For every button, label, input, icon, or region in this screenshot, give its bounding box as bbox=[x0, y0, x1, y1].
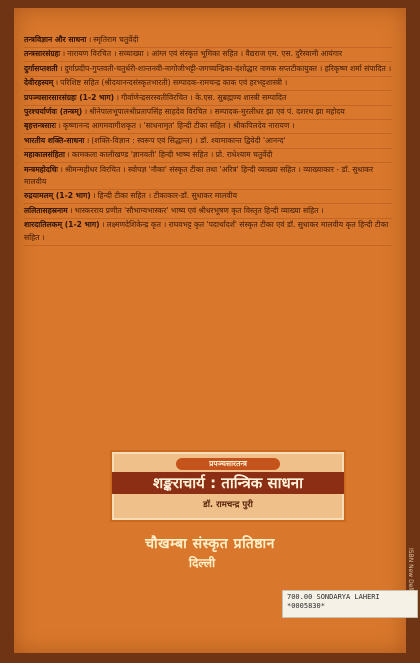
edge-imprint: ISBN New Delhi bbox=[407, 548, 414, 595]
catalog-entry: देवीरहस्यम् । परिशिष्ट सहित (श्रीदयानन्दसंस्कृतभारती) सम्पादक-रामचन्द्र काक एवं हरभट्टशास्त्री । bbox=[24, 77, 392, 91]
catalog-entry: तन्त्रसारसंग्रहः । नारायण विरचित । सव्याख्या । आंग्ल एवं संस्कृत भूमिका सहित । वैद्यराज एम. एस. दुरैस्वामी आयंगार bbox=[24, 48, 392, 62]
catalog-entry: दुर्गासप्तशती । दुर्गाप्रदीप-गुप्तवती-चतुर्धरी-शान्तनवी-नागोजीभट्टी-जगच्चन्द्रिका-दंशोद्धार नामक सप्तटीकायुक्त । हरिकृष्ण शर्मा संपादित । bbox=[24, 63, 392, 77]
price-sticker bbox=[282, 590, 418, 618]
catalog-details: गीर्वाणेन्द्रसरस्वतीविरचित । के.एस. सुब्रह्मण्य शास्त्री सम्पादित bbox=[120, 92, 287, 102]
publisher-city: दिल्ली bbox=[188, 556, 216, 570]
catalog-title: भारतीय शक्ति-साधना bbox=[24, 135, 85, 145]
catalog-details: दुर्गाप्रदीप-गुप्तवती-चतुर्धरी-शान्तनवी-नागोजीभट्टी-जगच्चन्द्रिका-दंशोद्धार नामक सप्तटीकायुक्त । हरिकृष्ण शर्मा संपादित । bbox=[64, 63, 392, 73]
catalog-title: प्रपञ्चसारसारसंग्रहः (1-2 भाग) bbox=[24, 92, 115, 102]
sticker-line-barcode: *0005830* bbox=[287, 602, 325, 610]
catalog-details: स्मृतिराम चतुर्वेदी bbox=[93, 35, 139, 44]
book-author: डॉ. रामचन्द्र पुरी bbox=[203, 500, 253, 510]
catalog-title: शारदातिलकम् (1-2 भाग) bbox=[24, 220, 100, 230]
catalog-title: पुरश्चर्यार्णवः (तन्त्रम्) bbox=[24, 107, 83, 117]
catalog-details: लक्ष्मणदेशिकेन्द्र कृत । राघवभट्ट कृत 'पदार्थादर्श' संस्कृत टीका एवं डॉ. सुधाकर मालवीय कृत हिन्दी टीका सहित । bbox=[24, 220, 389, 242]
catalog-title: तन्त्रसारसंग्रहः bbox=[24, 49, 61, 59]
catalog-details: श्रीमन्महीधर विरचित । स्वोपज्ञ 'नौका' संस्कृत टीका तथा 'अरित्र' हिन्दी व्याख्या सहित । व्याख्याकार - डॉ. सुधाकर मालवीय bbox=[24, 164, 374, 187]
catalog-entry: महाकालसंहिता । कामकला कालीखण्ड 'ज्ञानवती' हिन्दी भाष्य सहित । प्रो. राधेश्याम चतुर्वेदी bbox=[24, 149, 392, 163]
catalog-entry: ललितासहस्रनाम । भास्करराय प्रणीत 'सौभाग्यभास्कर' भाष्य एवं श्रीधरभूषण कृत विस्तृत हिन्दी व्याख्या सहित । bbox=[24, 205, 392, 219]
sticker-line-price: 700.00 SONDARYA LAHERI bbox=[287, 593, 380, 601]
series-label: प्रपञ्चसारतन्त्र bbox=[176, 458, 280, 470]
catalog-title: महाकालसंहिता bbox=[24, 150, 65, 160]
catalog-title: ललितासहस्रनाम bbox=[24, 205, 68, 215]
catalog-details: परिशिष्ट सहित (श्रीदयानन्दसंस्कृतभारती) सम्पादक-रामचन्द्र काक एवं हरभट्टशास्त्री । bbox=[60, 78, 288, 88]
publisher-name: चौखम्बा संस्कृत प्रतिष्ठान bbox=[145, 536, 275, 552]
catalog-entry: रुद्रयामलम् (1-2 भाग) । हिन्दी टीका सहित । टीकाकार-डॉ. सुधाकर मालवीय bbox=[24, 190, 392, 204]
catalog-title: रुद्रयामलम् (1-2 भाग) bbox=[24, 191, 91, 201]
catalog-details: कामकला कालीखण्ड 'ज्ञानवती' हिन्दी भाष्य सहित । प्रो. राधेश्याम चतुर्वेदी bbox=[71, 150, 273, 160]
catalog-title: दुर्गासप्तशती bbox=[24, 63, 58, 73]
catalog-details: (शक्ति-विज्ञान : स्वरूप एवं सिद्धान्त) । डॉ. श्यामाकान्त द्विवेदी 'आनन्द' bbox=[91, 135, 286, 145]
catalog-list bbox=[24, 34, 392, 246]
catalog-title: देवीरहस्यम् bbox=[24, 78, 54, 88]
catalog-entry: शारदातिलकम् (1-2 भाग) । लक्ष्मणदेशिकेन्द्र कृत । राघवभट्ट कृत 'पदार्थादर्श' संस्कृत टीका एवं डॉ. सुधाकर मालवीय कृत हिन्दी टीका सहित । bbox=[24, 219, 392, 245]
catalog-details: भास्करराय प्रणीत 'सौभाग्यभास्कर' भाष्य एवं श्रीधरभूषण कृत विस्तृत हिन्दी व्याख्या सहित । bbox=[74, 205, 324, 215]
catalog-title: बृहत्तन्त्रसारः bbox=[24, 121, 57, 131]
catalog-title: तन्त्रविज्ञान और साधना bbox=[24, 35, 87, 44]
catalog-title: मन्त्रमहोदधिः bbox=[24, 164, 58, 174]
catalog-details: कृष्णानन्द आगमवागीशकृत । 'साधनामृत' हिन्दी टीका सहित । श्रीकपिलदेव नारायण । bbox=[62, 121, 295, 131]
featured-title-box bbox=[110, 450, 346, 522]
catalog-details: श्रीनेपालभूपालश्रीप्रतापसिंह साहदेव विरचित । सम्पादक-मुरलीधर झा एवं पं. दशरथ झा महोदय bbox=[89, 107, 345, 117]
book-title: शङ्कराचार्य : तान्त्रिक साधना bbox=[112, 472, 344, 494]
catalog-entry: तन्त्रविज्ञान और साधना । स्मृतिराम चतुर्वेदी bbox=[24, 34, 392, 48]
catalog-entry: बृहत्तन्त्रसारः । कृष्णानन्द आगमवागीशकृत । 'साधनामृत' हिन्दी टीका सहित । श्रीकपिलदेव नारायण । bbox=[24, 120, 392, 134]
catalog-details: नारायण विरचित । सव्याख्या । आंग्ल एवं संस्कृत भूमिका सहित । वैद्यराज एम. एस. दुरैस्वामी आयंगार bbox=[67, 49, 343, 59]
catalog-details: हिन्दी टीका सहित । टीकाकार-डॉ. सुधाकर मालवीय bbox=[97, 191, 237, 201]
catalog-entry: भारतीय शक्ति-साधना । (शक्ति-विज्ञान : स्वरूप एवं सिद्धान्त) । डॉ. श्यामाकान्त द्विवेदी 'आनन्द' bbox=[24, 135, 392, 149]
catalog-entry: प्रपञ्चसारसारसंग्रहः (1-2 भाग) । गीर्वाणेन्द्रसरस्वतीविरचित । के.एस. सुब्रह्मण्य शास्त्री सम्पादित bbox=[24, 92, 392, 106]
catalog-entry: मन्त्रमहोदधिः । श्रीमन्महीधर विरचित । स्वोपज्ञ 'नौका' संस्कृत टीका तथा 'अरित्र' हिन्दी व्याख्या सहित । व्याख्याकार - डॉ. सुधाकर मालवीय bbox=[24, 164, 392, 190]
cover-panel bbox=[14, 8, 414, 653]
catalog-entry: पुरश्चर्यार्णवः (तन्त्रम्) । श्रीनेपालभूपालश्रीप्रतापसिंह साहदेव विरचित । सम्पादक-मुरलीधर झा एवं पं. दशरथ झा महोदय bbox=[24, 106, 392, 120]
